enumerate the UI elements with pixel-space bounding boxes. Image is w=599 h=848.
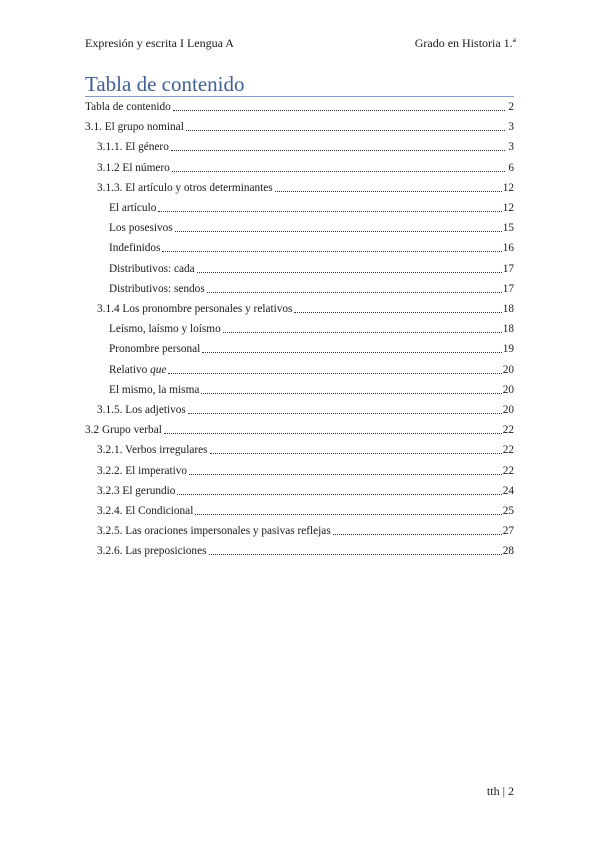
toc-dot-leader: [158, 211, 501, 212]
toc-entry-label: Distributivos: sendos: [109, 282, 205, 295]
toc-entry[interactable]: [85, 239, 514, 255]
toc-entry[interactable]: [85, 522, 514, 538]
toc-entry-page-number: 2: [508, 101, 514, 113]
toc-entry-page-number: 17: [502, 282, 514, 295]
toc-entry-label: 3.1.3. El artículo y otros determinantes: [97, 181, 273, 194]
toc-entry-page-number: 19: [502, 343, 514, 356]
toc-dot-leader: [202, 352, 501, 353]
toc-dot-leader: [175, 231, 502, 232]
toc-entry[interactable]: [85, 441, 514, 457]
toc-entry-label: Tabla de contenido: [85, 101, 171, 113]
page-footer: tth | 2: [486, 784, 514, 798]
toc-entry-page-number: 6: [508, 161, 514, 174]
toc-entry-label: 3.2.6. Las preposiciones: [97, 545, 207, 558]
toc-entry[interactable]: [85, 260, 514, 276]
header-degree: Grado en Historia 1.ª: [414, 36, 516, 50]
toc-dot-leader: [188, 413, 502, 414]
toc-entry-label: 3.1.4 Los pronombre personales y relativos: [97, 303, 293, 315]
toc-entry[interactable]: [85, 280, 514, 296]
toc-entry-page-number: 20: [502, 383, 514, 396]
toc-entry-label: 3.1.1. El género: [97, 141, 169, 154]
toc-entry-label: 3.2.4. El Condicional: [97, 505, 194, 517]
toc-dot-leader: [173, 110, 505, 111]
toc-entry[interactable]: [85, 401, 514, 417]
toc-dot-leader: [171, 150, 505, 151]
toc-entry-label: Indefinidos: [109, 242, 161, 255]
toc-entry-label: Distributivos: cada: [109, 262, 195, 275]
header-course: Expresión y escrita I Lengua A: [85, 36, 234, 50]
toc-entry-label: 3.1. El grupo nominal: [85, 121, 184, 134]
toc-entry[interactable]: [85, 199, 514, 215]
toc-dot-leader: [209, 554, 502, 555]
toc-dot-leader: [197, 272, 502, 273]
toc-entry[interactable]: [85, 462, 514, 478]
toc-entry-page-number: 15: [502, 222, 514, 235]
toc-entry[interactable]: [85, 179, 514, 195]
toc-entry-page-number: 18: [502, 323, 514, 336]
toc-entry[interactable]: [85, 361, 514, 377]
toc-entry-page-number: 3: [508, 121, 514, 134]
toc-entry-page-number: 20: [502, 404, 514, 416]
toc-entry-page-number: 12: [502, 202, 514, 214]
toc-entry-label: 3.2.3 El gerundio: [97, 484, 176, 497]
toc-dot-leader: [201, 393, 501, 394]
toc-dot-leader: [189, 474, 502, 475]
toc-entry-page-number: 20: [502, 363, 514, 376]
toc-entry-label: Pronombre personal: [109, 343, 201, 356]
toc-entry[interactable]: [85, 421, 514, 437]
toc-entry-label: Leísmo, laísmo y loísmo: [109, 323, 221, 336]
toc-entry-page-number: 3: [508, 141, 514, 154]
toc-entry-page-number: 18: [502, 303, 514, 315]
toc-entry-page-number: 22: [502, 464, 514, 477]
toc-entry-page-number: 24: [502, 484, 514, 497]
toc-dot-leader: [195, 514, 501, 515]
toc-entry[interactable]: [85, 98, 514, 114]
toc-dot-leader: [210, 453, 502, 454]
toc-dot-leader: [275, 191, 502, 192]
toc-entry[interactable]: [85, 320, 514, 336]
toc-dot-leader: [164, 433, 502, 434]
toc-entry[interactable]: [85, 159, 514, 175]
toc-entry-page-number: 17: [502, 262, 514, 275]
toc-entry-label: El mismo, la misma: [109, 383, 200, 396]
toc-entry[interactable]: [85, 340, 514, 356]
toc-entry-page-number: 27: [502, 525, 514, 538]
toc-entry-label-emphasis: que: [150, 363, 167, 376]
toc-entry[interactable]: [85, 482, 514, 498]
toc-dot-leader: [168, 373, 501, 374]
toc-entry-label: 3.1.2 El número: [97, 161, 170, 174]
toc-entry-page-number: 16: [502, 242, 514, 255]
toc-title-underline: [85, 96, 514, 97]
toc-entry-label: 3.1.5. Los adjetivos: [97, 404, 186, 416]
toc-dot-leader: [186, 130, 505, 131]
toc-entry-label: Relativo que: [109, 363, 167, 376]
toc-entry-label: 3.2.1. Verbos irregulares: [97, 444, 208, 457]
toc-entry-page-number: 22: [502, 444, 514, 457]
toc-title: Tabla de contenido: [85, 72, 245, 96]
toc-dot-leader: [172, 171, 505, 172]
toc-entry[interactable]: [85, 118, 514, 134]
toc-dot-leader: [333, 534, 502, 535]
toc-dot-leader: [294, 312, 501, 313]
toc-entry[interactable]: [85, 542, 514, 558]
toc-entry-label: El artículo: [109, 202, 157, 214]
toc-entry-page-number: 28: [502, 545, 514, 558]
toc-entry[interactable]: [85, 381, 514, 397]
toc-dot-leader: [162, 251, 501, 252]
toc-dot-leader: [223, 332, 502, 333]
toc-entry-page-number: 25: [502, 505, 514, 517]
toc-entry-label: 3.2 Grupo verbal: [85, 424, 162, 437]
toc-entry-label: Los posesivos: [109, 222, 173, 235]
toc-entry[interactable]: [85, 300, 514, 316]
toc-entry-label: 3.2.2. El imperativo: [97, 464, 188, 477]
toc-entry-page-number: 22: [502, 424, 514, 437]
toc-entry[interactable]: [85, 502, 514, 518]
toc-dot-leader: [177, 494, 501, 495]
toc-entry[interactable]: [85, 219, 514, 235]
toc-entry-label: 3.2.5. Las oraciones impersonales y pasivas reflejas: [97, 525, 331, 538]
toc-entry[interactable]: [85, 138, 514, 154]
toc-entry-page-number: 12: [502, 181, 514, 194]
toc-dot-leader: [207, 292, 502, 293]
